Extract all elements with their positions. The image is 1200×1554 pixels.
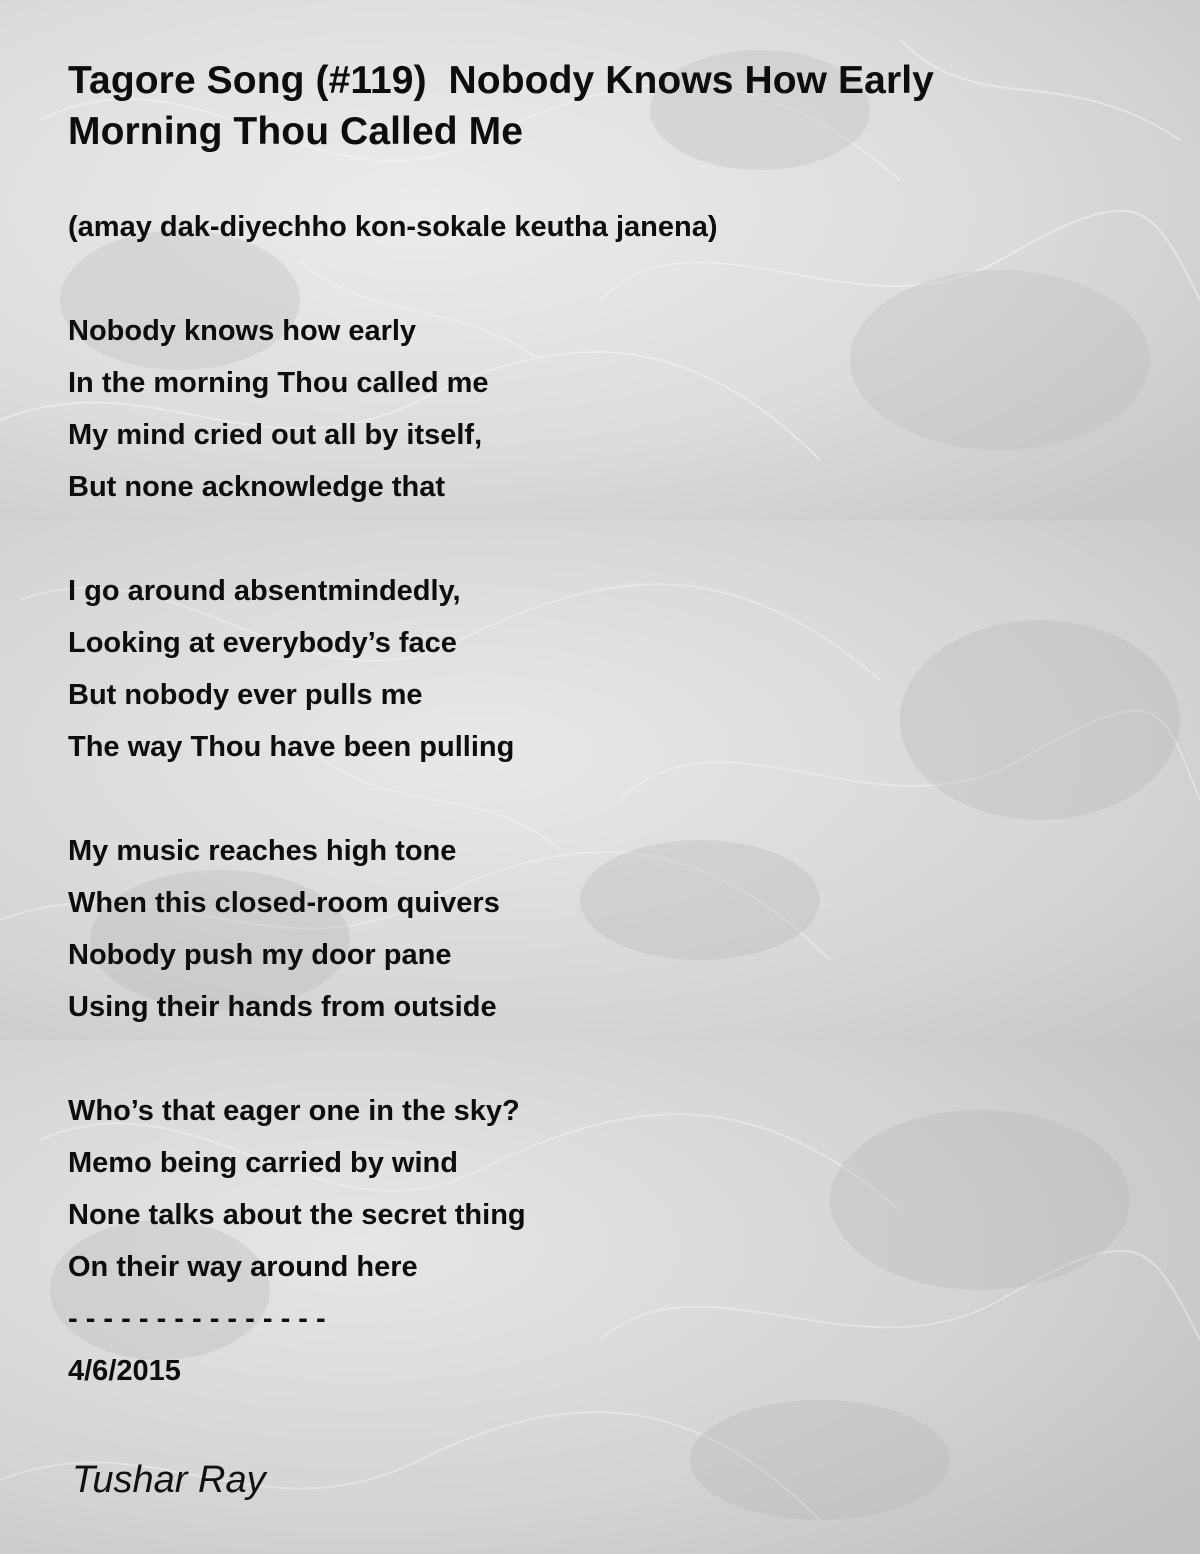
poem-line: Looking at everybody’s face [68, 627, 457, 659]
poem-line: Who’s that eager one in the sky? [68, 1095, 520, 1127]
poem-line: Nobody push my door pane [68, 939, 452, 971]
poem-line: My music reaches high tone [68, 835, 457, 867]
poem-date: 4/6/2015 [68, 1355, 181, 1387]
poem-line: Nobody knows how early [68, 315, 417, 347]
poem-line: On their way around here [68, 1251, 418, 1283]
poem-line: In the morning Thou called me [68, 367, 489, 399]
poem-author: Tushar Ray [72, 1459, 266, 1501]
poem-line: I go around absentmindedly, [68, 575, 461, 607]
poem-title: Tagore Song (#119) Nobody Knows How Early Morning Thou Called Me [68, 59, 934, 153]
poem-line: Using their hands from outside [68, 991, 497, 1023]
poem-line: But none acknowledge that [68, 471, 446, 503]
poem-subtitle: (amay dak-diyechho kon-sokale keutha janena) [68, 211, 718, 243]
poem-line: The way Thou have been pulling [68, 731, 515, 763]
poem-line: My mind cried out all by itself, [68, 419, 483, 451]
poem-line: Memo being carried by wind [68, 1147, 458, 1179]
separator-line: - - - - - - - - - - - - - - - [68, 1303, 326, 1335]
poem-line: None talks about the secret thing [68, 1199, 526, 1231]
poem-line: But nobody ever pulls me [68, 679, 423, 711]
poem-line: When this closed-room quivers [68, 887, 500, 919]
